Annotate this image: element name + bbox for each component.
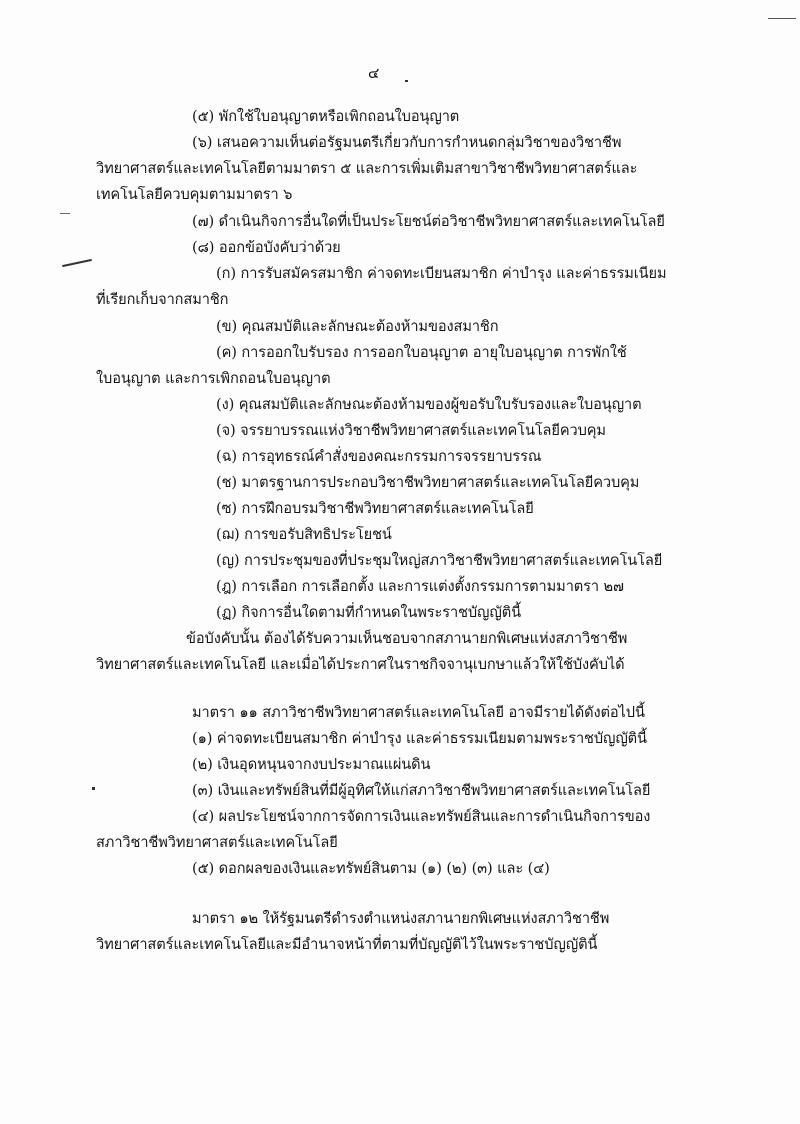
text-line: (๕) ดอกผลของเงินและทรัพย์สินตาม (๑) (๒) (๓) และ (๔) (192, 860, 550, 877)
scan-speck (60, 213, 70, 214)
text-line: วิทยาศาสตร์และเทคโนโลยี และเมื่อได้ประกาศในราชกิจจานุเบกษาแล้วให้ใช้บังคับได้ (96, 656, 625, 673)
text-line: (ก) การรับสมัครสมาชิก ค่าจดทะเบียนสมาชิก ค่าบำรุง และค่าธรรมเนียม (216, 265, 667, 282)
text-line: (ค) การออกใบรับรอง การออกใบอนุญาต อายุใบอนุญาต การพักใช้ (216, 344, 627, 361)
text-line: (๖) เสนอความเห็นต่อรัฐมนตรีเกี่ยวกับการกำหนดกลุ่มวิชาของวิชาชีพ (192, 134, 622, 151)
text-line: สภาวิชาชีพวิทยาศาสตร์และเทคโนโลยี (96, 834, 338, 851)
text-line: มาตรา ๑๑ สภาวิชาชีพวิทยาศาสตร์และเทคโนโลยี อาจมีรายได้ดังต่อไปนี้ (192, 704, 645, 721)
scan-speck (62, 259, 92, 267)
text-line: (ง) คุณสมบัติและลักษณะต้องห้ามของผู้ขอรับใบรับรองและใบอนุญาต (216, 396, 642, 413)
text-line: (๕) พักใช้ใบอนุญาตหรือเพิกถอนใบอนุญาต (192, 108, 460, 125)
text-line: (ฎ) การเลือก การเลือกตั้ง และการแต่งตั้งกรรมการตามมาตรา ๒๗ (216, 578, 624, 595)
text-line: (ญ) การประชุมของที่ประชุมใหญ่สภาวิชาชีพวิทยาศาสตร์และเทคโนโลยี (216, 552, 663, 569)
text-line: วิทยาศาสตร์และเทคโนโลยีตามมาตรา ๕ และการเพิ่มเติมสาขาวิชาชีพวิทยาศาสตร์และ (96, 160, 638, 177)
text-line: มาตรา ๑๒ ให้รัฐมนตรีดำรงตำแหน่งสภานายกพิเศษแห่งสภาวิชาชีพ (192, 910, 610, 927)
text-line: (จ) จรรยาบรรณแห่งวิชาชีพวิทยาศาสตร์และเทคโนโลยีควบคุม (216, 422, 606, 439)
text-line: (ช) มาตรฐานการประกอบวิชาชีพวิทยาศาสตร์และเทคโนโลยีควบคุม (216, 474, 640, 491)
text-line: (๑) ค่าจดทะเบียนสมาชิก ค่าบำรุง และค่าธรรมเนียมตามพระราชบัญญัตินี้ (192, 730, 647, 747)
text-line: เทคโนโลยีควบคุมตามมาตรา ๖ (96, 186, 293, 203)
text-line: (๒) เงินอุดหนุนจากงบประมาณแผ่นดิน (192, 756, 431, 773)
scan-speck (768, 18, 796, 19)
text-line: (๓) เงินและทรัพย์สินที่มีผู้อุทิศให้แก่สภาวิชาชีพวิทยาศาสตร์และเทคโนโลยี (192, 782, 651, 799)
text-line: ที่เรียกเก็บจากสมาชิก (96, 291, 229, 308)
text-line: (๗) ดำเนินกิจการอื่นใดที่เป็นประโยชน์ต่อวิชาชีพวิทยาศาสตร์และเทคโนโลยี (192, 213, 665, 230)
text-line: ข้อบังคับนั้น ต้องได้รับความเห็นชอบจากสภานายกพิเศษแห่งสภาวิชาชีพ (186, 630, 628, 647)
text-line: (ข) คุณสมบัติและลักษณะต้องห้ามของสมาชิก (216, 318, 499, 335)
text-line: (ฉ) การอุทธรณ์คำสั่งของคณะกรรมการจรรยาบรรณ (216, 448, 542, 465)
text-line: (ฌ) การขอรับสิทธิประโยชน์ (216, 526, 392, 543)
scan-speck (92, 787, 95, 790)
text-line: (ซ) การฝึกอบรมวิชาชีพวิทยาศาสตร์และเทคโนโลยี (216, 500, 534, 517)
text-line: (๘) ออกข้อบังคับว่าด้วย (192, 239, 341, 256)
text-line: ใบอนุญาต และการเพิกถอนใบอนุญาต (96, 370, 331, 387)
text-line: วิทยาศาสตร์และเทคโนโลยีและมีอำนาจหน้าที่ตามที่บัญญัติไว้ในพระราชบัญญัตินี้ (96, 936, 598, 953)
text-line: (๔) ผลประโยชน์จากการจัดการเงินและทรัพย์สินและการดำเนินกิจการของ (192, 808, 651, 825)
scan-speck (405, 80, 408, 82)
page-number: ๔ (368, 64, 380, 82)
text-line: (ฏ) กิจการอื่นใดตามที่กำหนดในพระราชบัญญัตินี้ (216, 604, 521, 621)
